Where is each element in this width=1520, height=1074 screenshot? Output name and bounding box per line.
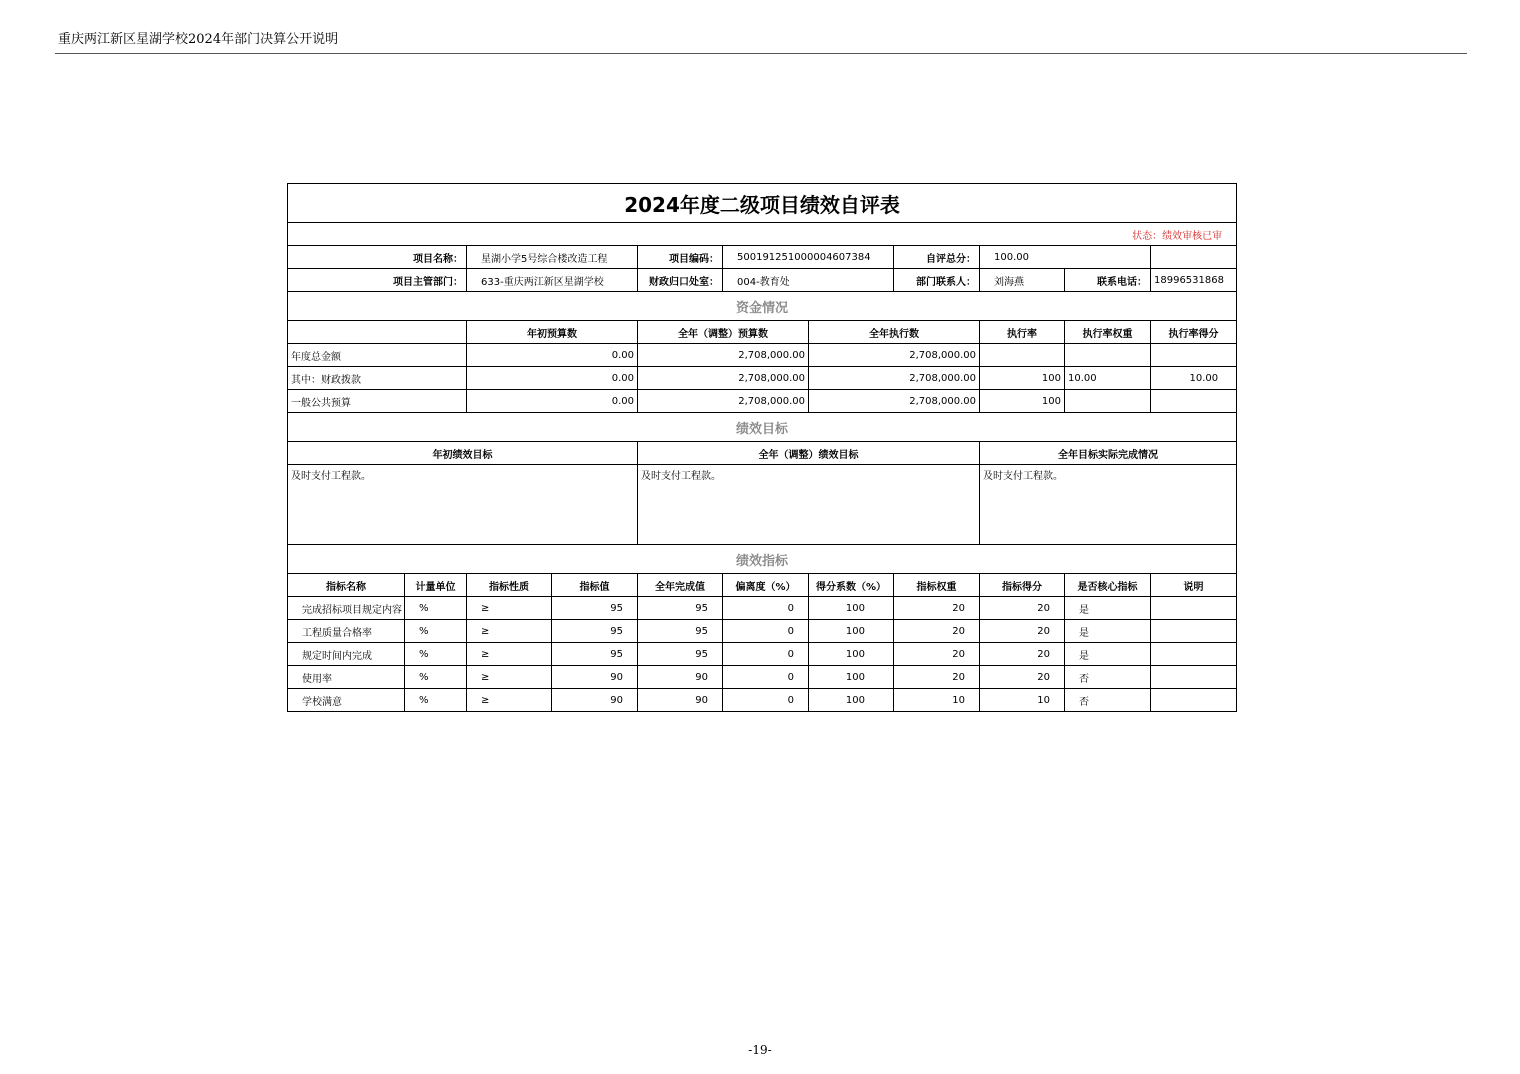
self-score-label: 自评总分： [894,246,980,269]
indicator-row [288,620,1237,643]
indicator-nature: ≥ [467,597,552,620]
indicator-header: 指标得分 [980,574,1065,597]
funds-executed: 2,708,000.00 [809,367,980,390]
funds-rate: 100 [980,367,1065,390]
finance-office: 004-教育处 [723,269,894,292]
indicator-note [1151,689,1237,712]
funds-header-row [288,321,1237,344]
info-row-1 [288,246,1237,269]
project-name: 星湖小学5号综合楼改造工程 [467,246,638,269]
indicator-unit: % [405,666,467,689]
indicator-deviation: 0 [723,620,809,643]
funds-score [1151,344,1237,367]
initial-goal: 及时支付工程款。 [288,465,638,545]
indicator-nature: ≥ [467,620,552,643]
indicator-note [1151,666,1237,689]
dept: 633-重庆两江新区星湖学校 [467,269,638,292]
indicator-unit: % [405,597,467,620]
indicator-coef: 100 [809,620,894,643]
indicators-section-title: 绩效指标 [288,545,1237,574]
funds-row-name: 年度总金额 [288,344,467,367]
goals-header: 年初绩效目标 [288,442,638,465]
indicator-unit: % [405,643,467,666]
self-score: 100.00 [980,246,1151,269]
indicator-score: 20 [980,643,1065,666]
indicator-name: 完成招标项目规定内容 [288,597,405,620]
indicator-value: 95 [552,620,638,643]
indicator-coef: 100 [809,689,894,712]
indicator-coef: 100 [809,643,894,666]
funds-rate: 100 [980,390,1065,413]
indicator-core: 是 [1065,643,1151,666]
funds-initial: 0.00 [467,390,638,413]
indicator-weight: 20 [894,666,980,689]
project-code-label: 项目编码： [638,246,723,269]
funds-initial: 0.00 [467,344,638,367]
indicator-weight: 10 [894,689,980,712]
page-header: 重庆两江新区星湖学校2024年部门决算公开说明 [55,30,1467,54]
indicator-weight: 20 [894,597,980,620]
funds-row-name: 一般公共预算 [288,390,467,413]
indicator-unit: % [405,689,467,712]
indicator-header: 全年完成值 [638,574,723,597]
funds-header: 执行率 [980,321,1065,344]
finance-label: 财政归口处室： [638,269,723,292]
indicator-deviation: 0 [723,666,809,689]
indicator-core: 否 [1065,689,1151,712]
indicator-done: 95 [638,620,723,643]
indicator-done: 90 [638,689,723,712]
contact-label: 部门联系人： [894,269,980,292]
indicator-score: 20 [980,666,1065,689]
indicator-core: 否 [1065,666,1151,689]
dept-label: 项目主管部门： [288,269,467,292]
indicator-nature: ≥ [467,643,552,666]
funds-score: 10.00 [1151,367,1237,390]
page-number: -19- [748,1043,772,1057]
project-code: 500191251000004607384 [723,246,894,269]
indicator-row [288,643,1237,666]
funds-rate [980,344,1065,367]
indicator-score: 10 [980,689,1065,712]
funds-weight [1065,344,1151,367]
indicator-value: 90 [552,689,638,712]
funds-row [288,390,1237,413]
indicator-header: 计量单位 [405,574,467,597]
funds-section-title: 资金情况 [288,292,1237,321]
indicator-done: 95 [638,643,723,666]
goals-row [288,465,1237,545]
indicator-coef: 100 [809,597,894,620]
actual-completion: 及时支付工程款。 [980,465,1237,545]
indicator-deviation: 0 [723,689,809,712]
funds-adjusted: 2,708,000.00 [638,367,809,390]
indicator-name: 规定时间内完成 [288,643,405,666]
funds-adjusted: 2,708,000.00 [638,344,809,367]
info-row-2 [288,269,1237,292]
indicator-weight: 20 [894,620,980,643]
indicator-weight: 20 [894,643,980,666]
funds-initial: 0.00 [467,367,638,390]
indicator-header: 偏离度（%） [723,574,809,597]
indicator-row [288,689,1237,712]
indicator-header: 指标名称 [288,574,405,597]
indicator-header: 是否核心指标 [1065,574,1151,597]
indicator-header: 指标值 [552,574,638,597]
funds-header: 执行率权重 [1065,321,1151,344]
indicator-value: 95 [552,643,638,666]
funds-executed: 2,708,000.00 [809,390,980,413]
indicator-coef: 100 [809,666,894,689]
funds-header-blank [288,321,467,344]
funds-header: 执行率得分 [1151,321,1237,344]
indicator-unit: % [405,620,467,643]
phone-label: 联系电话： [1065,269,1151,292]
goals-section-title: 绩效目标 [288,413,1237,442]
goals-header: 全年（调整）绩效目标 [638,442,980,465]
funds-weight: 10.00 [1065,367,1151,390]
indicator-note [1151,620,1237,643]
indicator-header: 得分系数（%） [809,574,894,597]
funds-header: 全年执行数 [809,321,980,344]
indicator-row [288,597,1237,620]
indicator-done: 90 [638,666,723,689]
status-text: 状态：绩效审核已审 [288,223,1237,246]
indicator-score: 20 [980,620,1065,643]
indicator-note [1151,643,1237,666]
goals-header-row [288,442,1237,465]
indicator-value: 90 [552,666,638,689]
indicators-header-row [288,574,1237,597]
funds-row [288,367,1237,390]
funds-executed: 2,708,000.00 [809,344,980,367]
funds-weight [1065,390,1151,413]
form-title: 2024年度二级项目绩效自评表 [288,184,1237,223]
indicator-deviation: 0 [723,643,809,666]
indicator-nature: ≥ [467,689,552,712]
empty-cell [1151,246,1237,269]
goals-header: 全年目标实际完成情况 [980,442,1237,465]
indicator-core: 是 [1065,620,1151,643]
indicator-deviation: 0 [723,597,809,620]
indicator-row [288,666,1237,689]
indicator-done: 95 [638,597,723,620]
project-name-label: 项目名称： [288,246,467,269]
indicator-nature: ≥ [467,666,552,689]
indicator-name: 使用率 [288,666,405,689]
contact: 刘海燕 [980,269,1065,292]
funds-header: 全年（调整）预算数 [638,321,809,344]
indicator-score: 20 [980,597,1065,620]
funds-score [1151,390,1237,413]
indicator-header: 说明 [1151,574,1237,597]
adjusted-goal: 及时支付工程款。 [638,465,980,545]
indicator-core: 是 [1065,597,1151,620]
performance-evaluation-table [287,183,1237,712]
indicator-header: 指标性质 [467,574,552,597]
indicator-name: 工程质量合格率 [288,620,405,643]
indicator-value: 95 [552,597,638,620]
funds-row [288,344,1237,367]
indicator-name: 学校满意 [288,689,405,712]
funds-row-name: 其中：财政拨款 [288,367,467,390]
funds-adjusted: 2,708,000.00 [638,390,809,413]
phone: 18996531868 [1151,269,1237,292]
indicator-note [1151,597,1237,620]
funds-header: 年初预算数 [467,321,638,344]
indicator-header: 指标权重 [894,574,980,597]
